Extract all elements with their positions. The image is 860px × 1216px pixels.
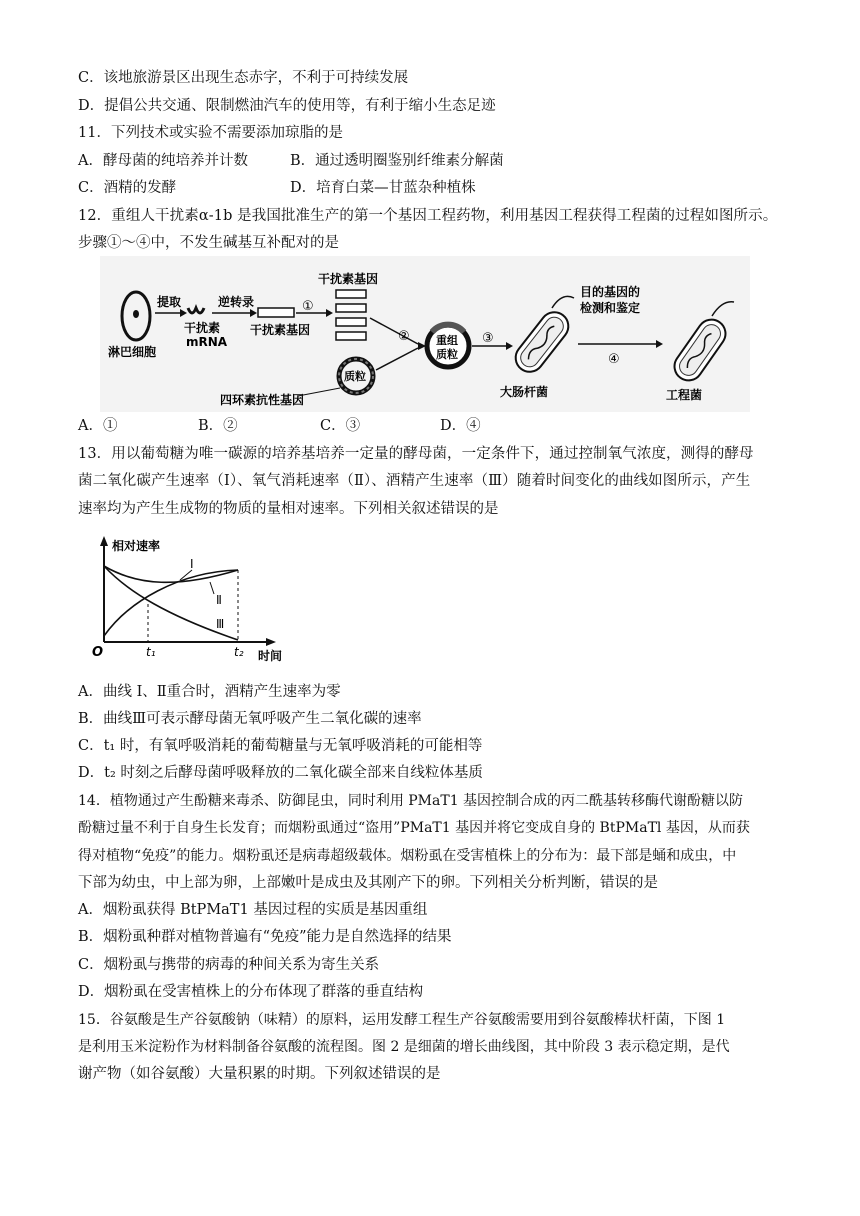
origin-label: O [92, 645, 104, 660]
option-b-q13: B．曲线Ⅲ可表示酵母菌无氧呼吸产生二氧化碳的速率 [78, 711, 422, 727]
curve-I-label: I [190, 557, 194, 571]
question-15-stem-line3: 谢产物（如谷氨酸）大量积累的时期。下列叙述错误的是 [78, 1066, 441, 1082]
option-a-q14: A．烟粉虱获得 BtPMaT1 基因过程的实质是基因重组 [78, 902, 428, 918]
t2-label: t₂ [234, 645, 244, 659]
detect-label-2: 检测和鉴定 [580, 301, 641, 315]
option-c-q11: C．酒精的发酵 [78, 180, 177, 196]
option-d-q12: D．④ [440, 418, 481, 434]
option-d-q13: D．t₂ 时刻之后酵母菌呼吸释放的二氧化碳全部来自线粒体基质 [78, 765, 483, 781]
question-11-stem: 11．下列技术或实验不需要添加琼脂的是 [78, 125, 343, 141]
ifn-mrna-label-1: 干扰素 [184, 321, 221, 335]
step-2: ② [398, 329, 410, 344]
option-d-q10: D．提倡公共交通、限制燃油汽车的使用等，有利于缩小生态足迹 [78, 98, 496, 114]
respiration-rate-graph [88, 532, 298, 672]
question-14-stem-line3: 得对植物“免疫”的能力。烟粉虱还是病毒超级载体。烟粉虱在受害植株上的分布为：最下部是蛹和成虫，中 [78, 848, 737, 864]
reverse-transcription-label: 逆转录 [218, 295, 255, 309]
ecoli-label: 大肠杆菌 [500, 385, 549, 399]
option-a-q11: A．酵母菌的纯培养并计数 [78, 153, 248, 169]
option-c-q10: C．该地旅游景区出现生态赤字，不利于可持续发展 [78, 70, 409, 86]
step-3: ③ [482, 331, 494, 346]
option-d-q14: D．烟粉虱在受害植株上的分布体现了群落的垂直结构 [78, 984, 424, 1000]
ifn-gene-label: 干扰素基因 [250, 323, 311, 337]
option-b-q14: B．烟粉虱种群对植物普遍有“免疫”能力是自然选择的结果 [78, 929, 452, 945]
curve-III-label: Ⅲ [216, 617, 225, 631]
question-14-stem-line4: 下部为幼虫，中上部为卵，上部嫩叶是成虫及其刚产下的卵。下列相关分析判断，错误的是 [78, 875, 658, 891]
extract-label: 提取 [157, 295, 182, 309]
option-a-q13: A．曲线 I、Ⅱ重合时，酒精产生速率为零 [78, 684, 341, 700]
ifn-mrna-label-2: mRNA [186, 335, 228, 349]
y-axis-label: 相对速率 [112, 539, 161, 553]
x-axis-label: 时间 [258, 649, 283, 663]
t1-label: t₁ [146, 645, 156, 659]
question-15-stem-line2: 是利用玉米淀粉作为材料制备谷氨酸的流程图。图 2 是细菌的增长曲线图，其中阶段 3 表示稳定期，是代 [78, 1039, 730, 1055]
step-4: ④ [608, 352, 620, 367]
question-14-stem-line2: 酚糖过量不利于自身生长发育；而烟粉虱通过“盗用”PMaT1 基因并将它变成自身的 BtPMaTl 基因，从而获 [78, 820, 750, 836]
option-b-q11: B．通过透明圈鉴别纤维素分解菌 [290, 153, 504, 169]
recombinant-label-2: 质粒 [436, 348, 458, 361]
step-1: ① [302, 299, 314, 314]
question-14-stem-line1: 14．植物通过产生酚糖来毒杀、防御昆虫，同时利用 PMaT1 基因控制合成的丙二酰基转移酶代谢酚糖以防 [78, 793, 744, 809]
question-13-stem-line3: 速率均为产生生成物的物质的量相对速率。下列相关叙述错误的是 [78, 501, 499, 517]
question-13-stem-line1: 13．用以葡萄糖为唯一碳源的培养基培养一定量的酵母菌，一定条件下，通过控制氧气浓度，测得的酵母 [78, 446, 754, 462]
curve-I [104, 566, 238, 582]
option-c-q13: C．t₁ 时，有氧呼吸消耗的葡萄糖量与无氧呼吸消耗的可能相等 [78, 738, 483, 754]
engineered-bacteria-label: 工程菌 [666, 388, 703, 402]
plasmid-label: 质粒 [344, 370, 366, 383]
option-c-q14: C．烟粉虱与携带的病毒的种间关系为寄生关系 [78, 957, 380, 973]
option-a-q12: A．① [78, 418, 118, 434]
option-c-q12: C．③ [320, 418, 361, 434]
question-12-stem-line1: 12．重组人干扰素α-1b 是我国批准生产的第一个基因工程药物，利用基因工程获得工程菌的过程如图所示。 [78, 208, 778, 224]
question-13-stem-line2: 菌二氧化碳产生速率（I）、氧气消耗速率（Ⅱ）、酒精产生速率（Ⅲ）随着时间变化的曲线如图所示，产生 [78, 473, 751, 489]
question-15-stem-line1: 15．谷氨酸是生产谷氨酸钠（味精）的原料，运用发酵工程生产谷氨酸需要用到谷氨酸棒状杆菌，下图 1 [78, 1012, 726, 1028]
option-d-q11: D．培育白菜—甘蓝杂种植株 [290, 180, 476, 196]
ifn-gene-top-label: 干扰素基因 [318, 272, 379, 286]
recombinant-label-1: 重组 [436, 334, 458, 347]
question-12-stem-line2: 步骤①～④中，不发生碱基互补配对的是 [78, 235, 339, 251]
tet-resistance-label: 四环素抗性基因 [220, 393, 305, 407]
detect-label-1: 目的基因的 [580, 285, 641, 299]
gene-engineering-figure [100, 256, 750, 412]
ifn-gene-block [258, 308, 294, 317]
curve-II-label: Ⅱ [216, 593, 222, 607]
option-b-q12: B．② [198, 418, 238, 434]
lymph-cell-label: 淋巴细胞 [108, 345, 157, 359]
